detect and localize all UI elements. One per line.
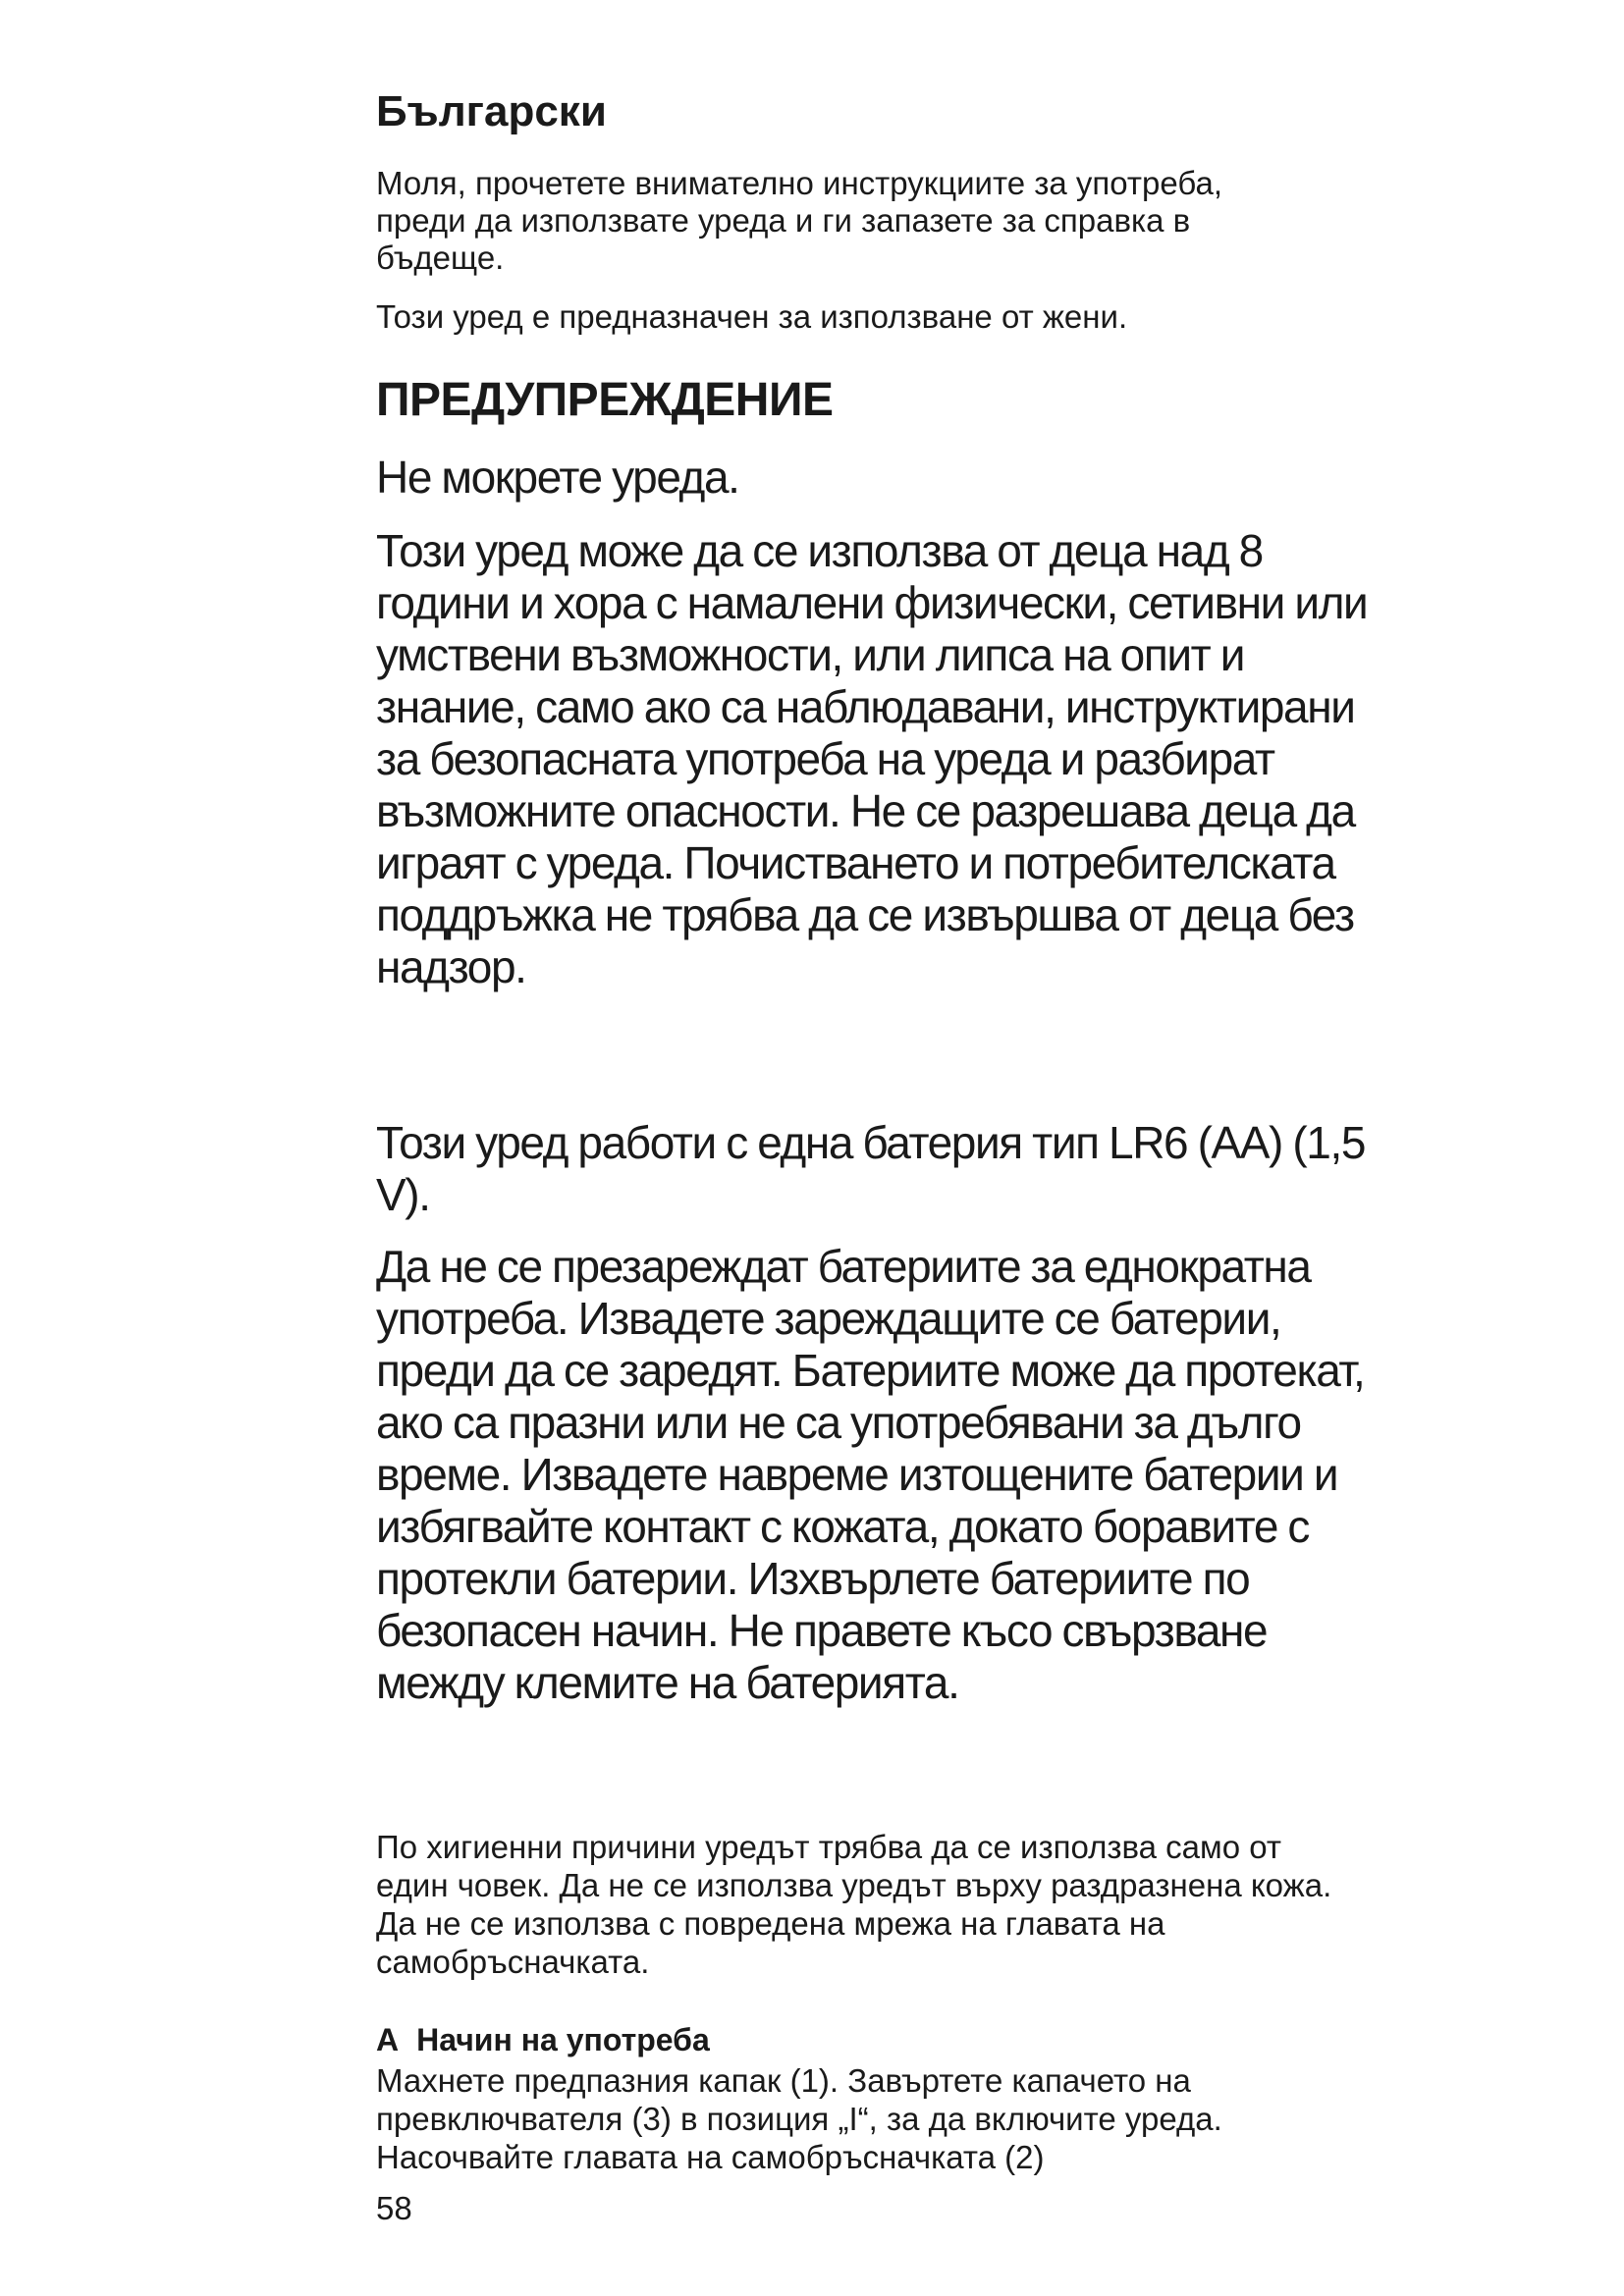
section-a-body: Махнете предпазния капак (1). Завъртете капачето на превключвателя (3) в позиция „I“, за да включите уреда. Насочвайте главата на самобръсначката (2) (376, 2062, 1222, 2175)
language-heading: Български (376, 87, 607, 135)
hygiene-note: По хигиенни причини уредът трябва да се използва само от един човек. Да не се използва уредът върху раздразнена кожа. Да не се използва с повредена мрежа на главата на самобръсначката. (376, 1829, 1332, 1980)
warning-heading: ПРЕДУПРЕЖДЕНИЕ (376, 374, 834, 426)
page-number: 58 (376, 2190, 412, 2226)
section-a-heading (376, 2020, 710, 2059)
warning-paragraph-children: Този уред може да се използва от деца над 8 години и хора с намалени физически, сетивни или умствени възможности, или липса на опит и знание, само ако са наблюдавани, инструктирани за безопасната употреба на уреда и разбират възможните опасности. Не се разрешава деца да играят с уреда. Почистването и потребителската поддръжка не трябва да се извършва от деца без надзор. (376, 525, 1368, 992)
intro-paragraph-read-instructions: Моля, прочетете внимателно инструкциите за употреба, преди да използвате уреда и ги запазете за справка в бъдеще. (376, 165, 1223, 276)
warning-paragraph-battery-safety: Да не се презареждат батериите за еднократна употреба. Извадете зареждащите се батерии, преди да се заредят. Батериите може да протекат, ако са празни или не са употребявани за дълго време. Извадете навреме изтощените батерии и избягвайте контакт с кожата, докато боравите с протекли батерии. Изхвърлете батериите по безопасен начин. Не правете късо свързване между клемите на батерията. (376, 1241, 1365, 1708)
section-a-title: Начин на употреба (416, 2022, 710, 2057)
section-a-letter: A (376, 2022, 400, 2057)
warning-paragraph-battery-type: Този уред работи с една батерия тип LR6 (AA) (1,5 V). (376, 1117, 1366, 1220)
intro-paragraph-intended-use: Този уред е предназначен за използване от жени. (376, 298, 1128, 335)
manual-page (376, 0, 1378, 2296)
warning-paragraph-do-not-wet: Не мокрете уреда. (376, 452, 739, 503)
